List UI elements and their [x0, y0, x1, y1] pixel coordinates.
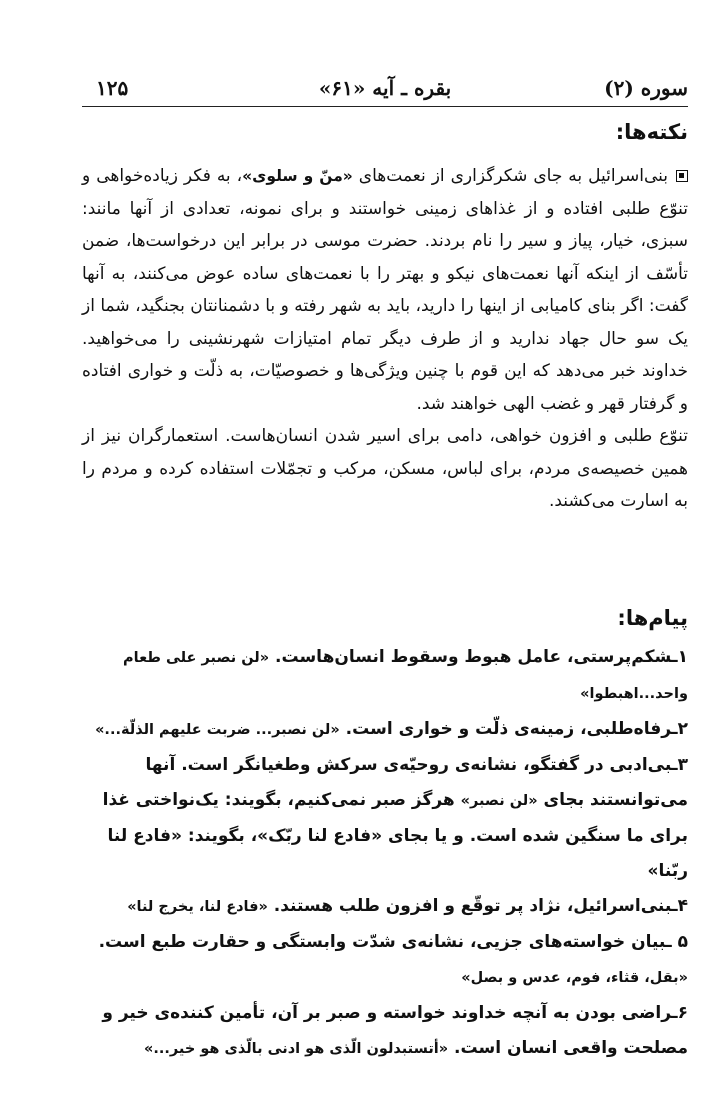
surah-label: سوره (۲)	[604, 76, 688, 100]
message-item: ۶ـراضی بودن به آنچه خداوند خواسته و صبر بر آن، تأمین کننده‌ی خیر و مصلحت واقعی انسان است. «أتستبدلون الّذی هو ادنی بالّذی هو خیر...»	[102, 1003, 688, 1058]
note-paragraph-1: بنی‌اسرائیل به جای شکرگزاری از نعمت‌های «منّ و سلوی»، به فکر زیاده‌خواهی و تنوّع طلبی افتاده و از غذاهای زمینی خواستند و برای نمونه، تعدادی از آنها مانند: سبزی، خیار، پیاز و سیر را نام بردند. حضرت موسی در برابر این درخواست‌ها، ضمن تأسّف از اینکه آنها نعمت‌های نیکو و بهتر را با نعمت‌های ساده عوض می‌کنند، به آنها گفت: اگر بنای کامیابی از اینها را دارید، باید به شهر رفته و با دشمنانتان بجنگید، شما از یک سو حال جهاد ندارید و از طرف دیگر تمام امتیازات شهرنشینی را می‌خواهید. خداوند خبر می‌دهد که این قوم با چنین ویژگی‌ها و خصوصیّات، به ذلّت و خواری افتاده و گرفتار قهر و غضب الهی خواهند شد.	[82, 166, 688, 414]
verse-label: بقره ـ آیه «۶۱»	[318, 76, 452, 100]
message-item: ۳ـبی‌ادبی در گفتگو، نشانه‌ی روحیّه‌ی سرکش وطغیانگر است. آنها می‌توانستند بجای «لن نصبر» هرگز صبر نمی‌کنیم، بگویند: یک‌نواختی غذا برای ما سنگین شده است. و یا بجای «فادع لنا ربّک»، بگویند: «فادع لنا ربّنا»	[102, 755, 688, 881]
book-page	[82, 70, 688, 1080]
message-item: ۴ـبنی‌اسرائیل، نژاد پر توقّع و افزون طلب هستند. «فادع لنا، یخرج لنا»	[127, 896, 688, 916]
message-item: ۵ ـبیان خواسته‌های جزیی، نشانه‌ی شدّت وابستگی و حقارت طبع است. «بقل، قثاء، فوم، عدس و بصل»	[98, 932, 688, 986]
message-item: ۲ـرفاه‌طلبی، زمینه‌ی ذلّت و خواری است. «لن نصبر... ضربت علیهم الذلّة...»	[95, 719, 688, 739]
quran-quote: «منّ و سلوی»	[242, 167, 353, 185]
notes-body	[82, 160, 688, 518]
page-number: ۱۲۵	[96, 76, 129, 100]
page-header	[82, 70, 688, 107]
notes-title: نکته‌ها:	[615, 120, 688, 144]
message-item: ۱ـشکم‌پرستی، عامل هبوط وسقوط انسان‌هاست. «لن نصبر علی طعام واحد...اهبطوا»	[123, 647, 688, 702]
messages-list	[82, 640, 688, 1067]
messages-title: پیام‌ها:	[617, 606, 688, 630]
note-paragraph-2: تنوّع طلبی و افزون خواهی، دامی برای اسیر شدن انسان‌هاست. استعمارگران نیز از همین خصیصه‌ی مردم، برای لباس، مسکن، مرکب و تجمّلات استفاده کرده و مردم را به اسارت می‌کشند.	[82, 426, 688, 511]
square-bullet-icon	[676, 170, 688, 182]
